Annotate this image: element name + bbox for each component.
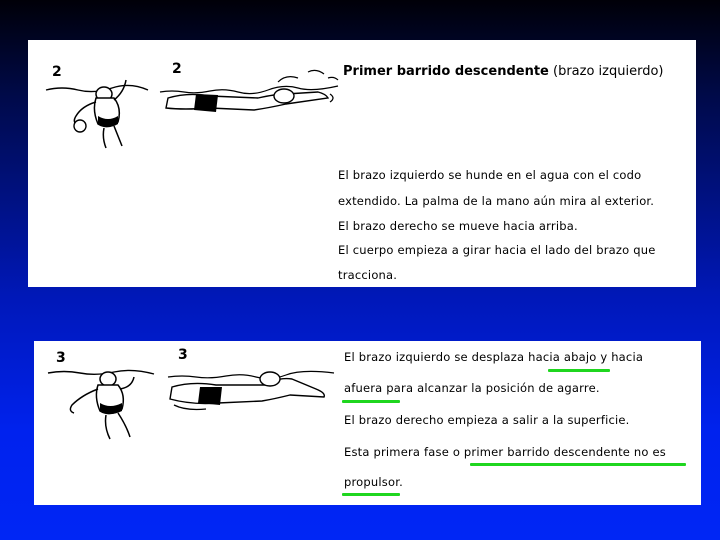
text-line: tracciona. bbox=[338, 268, 398, 282]
highlight-underline bbox=[548, 369, 610, 372]
highlight-underline bbox=[342, 400, 400, 403]
swimmer-front-view-icon bbox=[44, 363, 159, 443]
text-line: El brazo izquierdo se desplaza hacia abajo y hacia bbox=[344, 350, 644, 364]
highlight-underline bbox=[342, 493, 400, 496]
phase-title bbox=[343, 64, 663, 79]
highlight-underline bbox=[470, 463, 686, 466]
text-line: El brazo izquierdo se hunde en el agua con el codo bbox=[338, 168, 642, 182]
swimmer-side-view-icon bbox=[166, 363, 336, 421]
text-line: propulsor. bbox=[344, 475, 403, 489]
phase-number-front: 3 bbox=[56, 350, 66, 366]
panel-phase-3 bbox=[34, 341, 701, 505]
text-line: afuera para alcanzar la posición de agarre. bbox=[344, 381, 600, 395]
text-line: El brazo derecho se mueve hacia arriba. bbox=[338, 219, 578, 233]
text-line: El cuerpo empieza a girar hacia el lado del brazo que bbox=[338, 243, 656, 257]
panel-phase-2 bbox=[28, 40, 696, 287]
text-line: Esta primera fase o primer barrido descendente no es bbox=[344, 445, 666, 459]
phase-title-bold: Primer barrido descendente bbox=[343, 64, 549, 79]
swimmer-side-view-icon bbox=[158, 64, 340, 126]
text-line: El brazo derecho empieza a salir a la superficie. bbox=[344, 413, 630, 427]
phase-number-front: 2 bbox=[52, 64, 62, 80]
phase-title-normal: (brazo izquierdo) bbox=[548, 64, 664, 79]
phase-number-side: 2 bbox=[172, 61, 182, 77]
text-line: extendido. La palma de la mano aún mira al exterior. bbox=[338, 194, 655, 208]
swimmer-front-view-icon bbox=[42, 76, 152, 152]
phase-number-side: 3 bbox=[178, 347, 188, 363]
